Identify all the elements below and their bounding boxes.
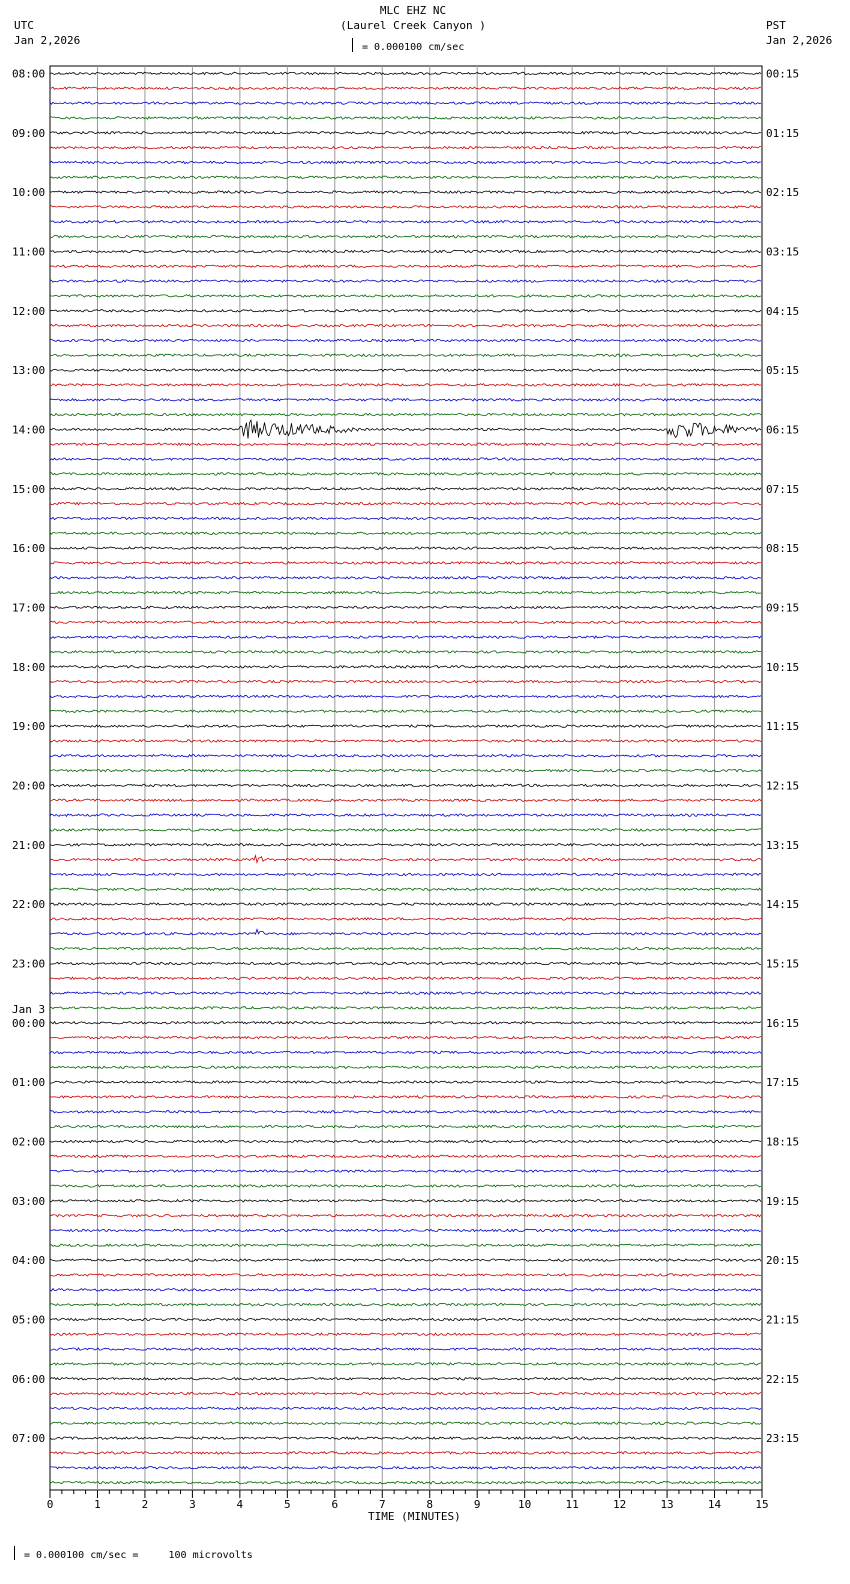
trace-line	[50, 962, 761, 964]
pst-hour-label: 08:15	[766, 542, 800, 556]
trace-line	[50, 1289, 761, 1291]
x-tick-label: 9	[473, 1498, 481, 1511]
trace-line	[50, 1437, 761, 1439]
x-tick-label: 10	[518, 1498, 532, 1511]
trace-line	[50, 695, 761, 697]
trace-line	[50, 651, 761, 653]
pst-hour-label: 19:15	[766, 1194, 800, 1208]
trace-line	[50, 280, 761, 282]
trace-line	[50, 1229, 761, 1231]
pst-hour-label: 16:15	[766, 1016, 800, 1030]
pst-hour-label: 21:15	[766, 1313, 800, 1327]
trace-line	[50, 977, 761, 979]
station-title: MLC EHZ NC	[379, 4, 447, 17]
trace-line	[50, 1140, 761, 1142]
trace-line	[50, 844, 761, 846]
right-date: Jan 2,2026	[766, 34, 833, 47]
trace-line	[50, 814, 761, 816]
trace-line	[50, 87, 761, 89]
trace-line	[50, 132, 761, 134]
pst-hour-label: 18:15	[766, 1135, 800, 1149]
trace-line	[50, 1066, 761, 1068]
trace-line	[50, 577, 761, 579]
trace-line	[50, 502, 761, 504]
trace-line	[50, 829, 761, 831]
trace-line	[50, 562, 761, 564]
utc-hour-label: 02:00	[12, 1135, 46, 1149]
trace-line	[50, 888, 761, 890]
trace-line	[50, 1274, 761, 1276]
trace-line	[50, 1392, 761, 1394]
trace-line	[50, 1422, 761, 1424]
utc-hour-label: 14:00	[12, 423, 46, 437]
trace-line	[50, 591, 761, 593]
trace-line	[50, 1200, 761, 1202]
trace-line	[50, 606, 761, 608]
utc-hour-label: 21:00	[12, 838, 46, 852]
pst-hour-label: 09:15	[766, 601, 800, 615]
x-tick-label: 15	[755, 1498, 769, 1511]
trace-line	[50, 295, 761, 297]
trace-line	[50, 947, 761, 949]
trace-line	[50, 1259, 761, 1261]
trace-line	[50, 1407, 761, 1409]
pst-hour-label: 00:15	[766, 67, 800, 81]
utc-hour-label: 18:00	[12, 660, 46, 674]
x-tick-label: 4	[236, 1498, 244, 1511]
station-location: (Laurel Creek Canyon )	[340, 19, 486, 32]
pst-hour-label: 07:15	[766, 482, 800, 496]
left-date: Jan 2,2026	[14, 34, 81, 47]
pst-hour-label: 23:15	[766, 1432, 800, 1446]
date-change-label: Jan 3	[12, 1002, 46, 1016]
pst-hour-label: 15:15	[766, 957, 800, 971]
pst-hour-label: 14:15	[766, 898, 800, 912]
trace-line	[50, 458, 761, 460]
trace-line	[50, 1096, 761, 1098]
trace-line	[50, 636, 761, 638]
trace-line	[50, 769, 761, 771]
utc-hour-label: 12:00	[12, 304, 46, 318]
trace-line	[50, 1036, 761, 1038]
trace-rows	[50, 72, 761, 1484]
pst-hour-label: 04:15	[766, 304, 800, 318]
trace-line	[50, 1007, 761, 1009]
right-timezone: PST	[766, 19, 786, 32]
trace-line	[50, 710, 761, 712]
utc-hour-label: 15:00	[12, 482, 46, 496]
trace-line	[50, 265, 761, 267]
trace-line	[50, 1214, 761, 1216]
trace-line	[50, 102, 761, 104]
utc-hour-label: 05:00	[12, 1313, 46, 1327]
trace-line	[50, 473, 761, 475]
trace-line	[50, 1481, 761, 1483]
trace-line	[50, 1378, 761, 1380]
utc-hour-label: 23:00	[12, 957, 46, 971]
trace-line	[50, 399, 761, 401]
trace-line	[50, 918, 761, 920]
trace-line	[50, 1467, 761, 1469]
trace-line	[50, 221, 761, 223]
x-axis-label: TIME (MINUTES)	[368, 1510, 461, 1523]
trace-line	[50, 1244, 761, 1246]
trace-line	[50, 354, 761, 356]
x-tick-label: 0	[46, 1498, 54, 1511]
x-axis	[47, 1490, 769, 1511]
trace-line	[50, 1051, 761, 1053]
trace-line	[50, 1022, 761, 1024]
x-tick-label: 12	[612, 1498, 627, 1511]
pst-hour-label: 11:15	[766, 720, 800, 734]
trace-line	[50, 1318, 761, 1320]
x-tick-label: 3	[189, 1498, 196, 1511]
x-tick-label: 11	[565, 1498, 579, 1511]
trace-line	[50, 1155, 761, 1157]
trace-line	[50, 488, 761, 490]
utc-hour-label: 03:00	[12, 1194, 46, 1208]
utc-hour-label: 01:00	[12, 1076, 46, 1090]
trace-line	[50, 992, 761, 994]
pst-hour-label: 13:15	[766, 838, 800, 852]
x-tick-label: 5	[284, 1498, 291, 1511]
footer-scale-text: = 0.000100 cm/sec = 100 microvolts	[24, 1550, 253, 1561]
trace-line	[50, 1333, 761, 1335]
trace-line	[50, 310, 761, 312]
pst-hour-label: 01:15	[766, 126, 800, 140]
utc-hour-label: 22:00	[12, 898, 46, 912]
utc-hour-label: 16:00	[12, 542, 46, 556]
trace-line	[50, 680, 761, 682]
trace-line	[50, 146, 761, 148]
trace-line	[50, 873, 761, 875]
trace-line	[50, 725, 761, 727]
trace-line	[50, 929, 761, 935]
footer-scale-icon	[14, 1546, 15, 1560]
trace-line	[50, 1363, 761, 1365]
scale-text: = 0.000100 cm/sec	[362, 42, 465, 53]
x-tick-label: 6	[331, 1498, 339, 1511]
utc-hour-label: 08:00	[12, 67, 46, 81]
x-tick-label: 1	[94, 1498, 101, 1511]
utc-hour-label: 06:00	[12, 1372, 46, 1386]
pst-hour-label: 02:15	[766, 186, 800, 200]
trace-line	[50, 799, 761, 801]
trace-line	[50, 517, 761, 519]
pst-hour-label: 06:15	[766, 423, 800, 437]
x-tick-label: 8	[426, 1498, 434, 1511]
trace-line	[50, 755, 761, 757]
utc-hour-label: 09:00	[12, 126, 46, 140]
trace-line	[50, 1303, 761, 1305]
pst-hour-label: 03:15	[766, 245, 800, 259]
trace-line	[50, 1111, 761, 1113]
trace-line	[50, 413, 761, 415]
pst-hour-label: 20:15	[766, 1254, 800, 1268]
trace-line	[50, 117, 761, 119]
pst-hour-label: 17:15	[766, 1076, 800, 1090]
trace-line	[50, 161, 761, 163]
utc-hour-label: 19:00	[12, 720, 46, 734]
trace-line	[50, 339, 761, 341]
trace-line	[50, 666, 761, 668]
utc-hour-label: 17:00	[12, 601, 46, 615]
left-timezone: UTC	[14, 19, 34, 32]
trace-line	[50, 784, 761, 786]
trace-line	[50, 72, 761, 74]
utc-hour-label: 11:00	[12, 245, 46, 259]
pst-hour-label: 12:15	[766, 779, 800, 793]
x-tick-label: 2	[141, 1498, 149, 1511]
trace-line	[50, 191, 761, 193]
trace-line	[50, 903, 761, 905]
trace-line	[50, 420, 761, 438]
trace-line	[50, 1452, 761, 1454]
trace-line	[50, 324, 761, 326]
trace-line	[50, 384, 761, 386]
x-tick-label: 14	[707, 1498, 722, 1511]
trace-line	[50, 369, 761, 371]
trace-line	[50, 443, 761, 445]
grid-lines	[50, 66, 762, 1490]
trace-line	[50, 235, 761, 237]
x-tick-label: 7	[378, 1498, 386, 1511]
trace-line	[50, 176, 761, 178]
pst-hour-label: 22:15	[766, 1372, 800, 1386]
utc-hour-label: 07:00	[12, 1432, 46, 1446]
utc-hour-label: 10:00	[12, 186, 46, 200]
trace-line	[50, 740, 761, 742]
utc-hour-label: 13:00	[12, 364, 46, 378]
trace-line	[50, 621, 761, 623]
trace-line	[50, 1170, 761, 1172]
utc-hour-label: 04:00	[12, 1254, 46, 1268]
trace-line	[50, 1348, 761, 1350]
trace-line	[50, 547, 761, 549]
trace-line	[50, 1081, 761, 1083]
trace-line	[50, 532, 761, 534]
plot-frame	[50, 66, 762, 1490]
trace-line	[50, 206, 761, 208]
utc-hour-label: 20:00	[12, 779, 46, 793]
trace-line	[50, 250, 761, 252]
trace-line	[50, 1185, 761, 1187]
pst-hour-label: 05:15	[766, 364, 800, 378]
utc-hour-label: 00:00	[12, 1016, 46, 1030]
trace-line	[50, 856, 761, 863]
trace-line	[50, 1125, 761, 1127]
x-tick-label: 13	[660, 1498, 674, 1511]
pst-hour-label: 10:15	[766, 660, 800, 674]
